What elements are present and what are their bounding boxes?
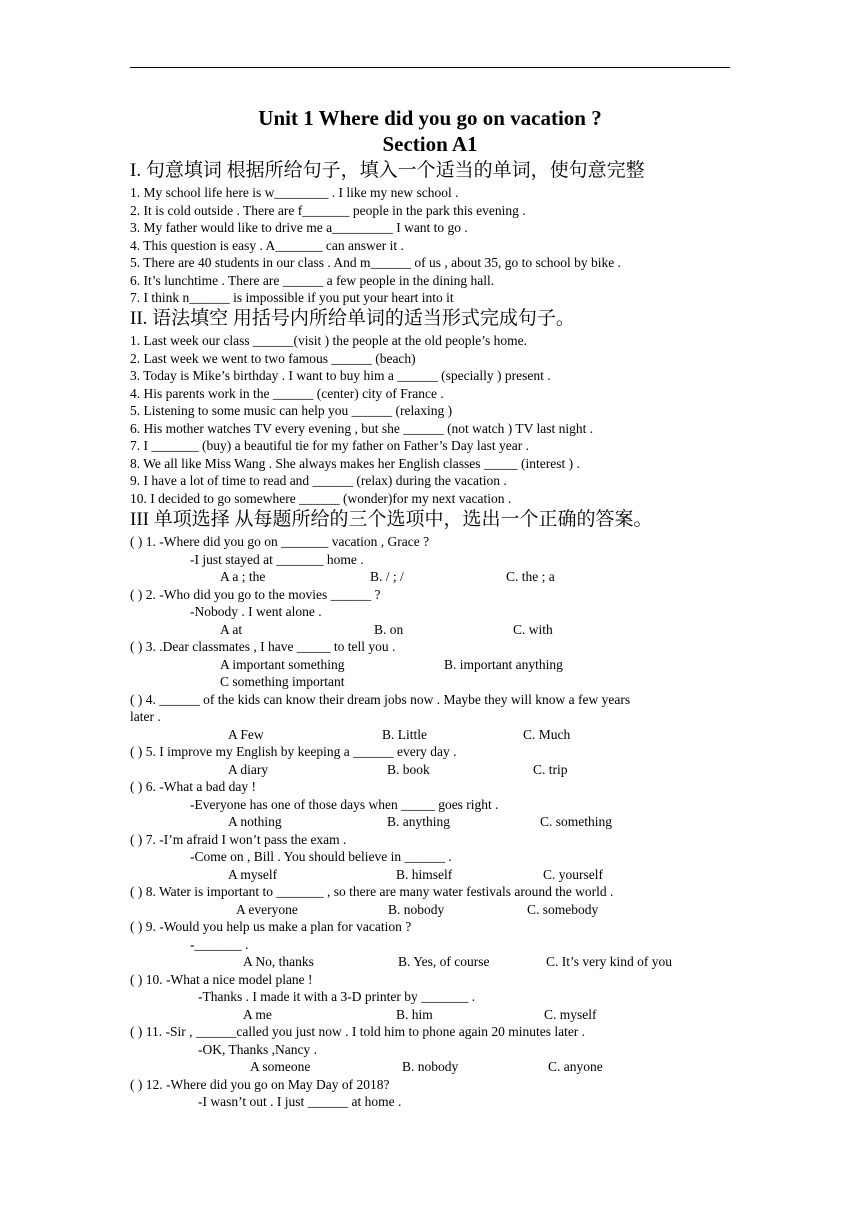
part1-item: 1. My school life here is w________ . I like my new school .	[130, 185, 459, 200]
option-a: A everyone	[236, 901, 298, 917]
part2-item: 9. I have a lot of time to read and ______ (relax) during the vacation .	[130, 473, 507, 488]
part2-item: 1. Last week our class ______(visit ) the people at the old people’s home.	[130, 333, 528, 348]
part2-item: 8. We all like Miss Wang . She always makes her English classes _____ (interest ) .	[130, 455, 580, 471]
option-a: A important something	[220, 656, 345, 672]
question-reply: -I wasn’t out . I just ______ at home .	[198, 1094, 402, 1109]
part2-item: 10. I decided to go somewhere ______ (wonder)for my next vacation .	[130, 490, 512, 506]
option-b: B. nobody	[402, 1059, 459, 1074]
option-c: C. yourself	[543, 866, 603, 882]
part3-heading: III 单项选择 从每题所给的三个选项中，选出一个正确的答案。	[130, 509, 653, 530]
option-b: B. himself	[396, 866, 453, 882]
question-reply: -OK, Thanks ,Nancy .	[198, 1041, 317, 1057]
option-b: B. Little	[382, 726, 427, 742]
question-reply: -Thanks . I made it with a 3-D printer by _______ .	[198, 989, 476, 1004]
option-b: B. important anything	[444, 656, 563, 672]
part1-item: 6. It’s lunchtime . There are ______ a few people in the dining hall.	[130, 272, 495, 288]
option-a: A me	[243, 1006, 272, 1022]
option-b: B. book	[387, 761, 430, 777]
question-stem: ( ) 6. -What a bad day !	[130, 779, 256, 794]
option-b: B. anything	[387, 814, 450, 829]
part2-item: 5. Listening to some music can help you ______ (relaxing )	[130, 403, 453, 418]
option-a: A at	[220, 621, 243, 637]
question-reply: -Nobody . I went alone .	[190, 604, 322, 619]
page-title: Unit 1 Where did you go on vacation ?	[258, 106, 602, 130]
option-c: C. myself	[544, 1006, 597, 1022]
option-a: A No, thanks	[243, 954, 314, 969]
part2-item: 4. His parents work in the ______ (center) city of France .	[130, 385, 444, 401]
question-stem: ( ) 4. ______ of the kids can know their dream jobs now . Maybe they will know a few years	[130, 691, 631, 707]
question-stem: ( ) 8. Water is important to _______ , so there are many water festivals around the world .	[130, 884, 614, 899]
option-a: A myself	[228, 866, 278, 882]
question-reply: -I just stayed at _______ home .	[190, 551, 364, 567]
question-reply: -Everyone has one of those days when _____ goes right .	[190, 796, 499, 812]
part1-item: 4. This question is easy . A_______ can answer it .	[130, 237, 404, 253]
part1-heading: I. 句意填词 根据所给句子，填入一个适当的单词，使句意完整	[130, 160, 645, 181]
option-c: C. the ; a	[506, 569, 555, 584]
question-stem: ( ) 2. -Who did you go to the movies ______ ?	[130, 586, 381, 602]
question-stem: ( ) 7. -I’m afraid I won’t pass the exam .	[130, 831, 347, 847]
option-a: A diary	[228, 761, 269, 777]
option-b: B. / ; /	[370, 569, 404, 584]
question-stem: ( ) 5. I improve my English by keeping a ______ every day .	[130, 744, 457, 759]
option-b: B. on	[374, 621, 404, 637]
option-a: A someone	[250, 1059, 311, 1074]
part1-item: 3. My father would like to drive me a_________ I want to go .	[130, 220, 468, 235]
question-stem: ( ) 12. -Where did you go on May Day of 2018?	[130, 1076, 390, 1092]
question-stem: ( ) 9. -Would you help us make a plan for vacation ?	[130, 919, 412, 934]
question-stem: ( ) 10. -What a nice model plane !	[130, 971, 313, 987]
part2-heading: II. 语法填空 用括号内所给单词的适当形式完成句子。	[130, 308, 575, 329]
part2-item: 2. Last week we went to two famous ______ (beach)	[130, 350, 416, 366]
option-c: C. Much	[523, 726, 571, 742]
question-reply: -Come on , Bill . You should believe in ______ .	[190, 849, 452, 864]
header-rule	[130, 67, 730, 68]
section-title: Section A1	[382, 132, 478, 156]
part1-item: 5. There are 40 students in our class . And m______ of us , about 35, go to school by bike .	[130, 255, 621, 270]
part2-item: 6. His mother watches TV every evening , but she ______ (not watch ) TV last night .	[130, 420, 594, 436]
option-b: B. him	[396, 1006, 433, 1022]
question-reply: -_______ .	[190, 936, 249, 952]
part1-item: 7. I think n______ is impossible if you put your heart into it	[130, 290, 454, 305]
question-stem: ( ) 11. -Sir , ______called you just now . I told him to phone again 20 minutes later .	[130, 1024, 586, 1039]
option-b: B. Yes, of course	[398, 954, 490, 969]
option-c: C. something	[540, 814, 613, 829]
option-c: C. somebody	[527, 901, 599, 917]
option-c: C. anyone	[548, 1059, 603, 1074]
option-a: A nothing	[228, 814, 282, 829]
question-stem-continued: later .	[130, 709, 161, 724]
option-a: A a ; the	[220, 569, 266, 584]
part2-item: 3. Today is Mike’s birthday . I want to buy him a ______ (specially ) present .	[130, 368, 551, 383]
option-b: B. nobody	[388, 901, 445, 917]
part1-item: 2. It is cold outside . There are f_______ people in the park this evening .	[130, 202, 526, 218]
option-c: C. trip	[533, 761, 568, 777]
option-c: C. with	[513, 621, 553, 637]
option-a: A Few	[228, 726, 264, 742]
option-c: C. It’s very kind of you	[546, 954, 672, 969]
part2-item: 7. I _______ (buy) a beautiful tie for my father on Father’s Day last year .	[130, 438, 530, 453]
question-stem: ( ) 3. .Dear classmates , I have _____ to tell you .	[130, 639, 396, 654]
option-c: C something important	[220, 674, 345, 689]
question-stem: ( ) 1. -Where did you go on _______ vacation , Grace ?	[130, 534, 430, 549]
